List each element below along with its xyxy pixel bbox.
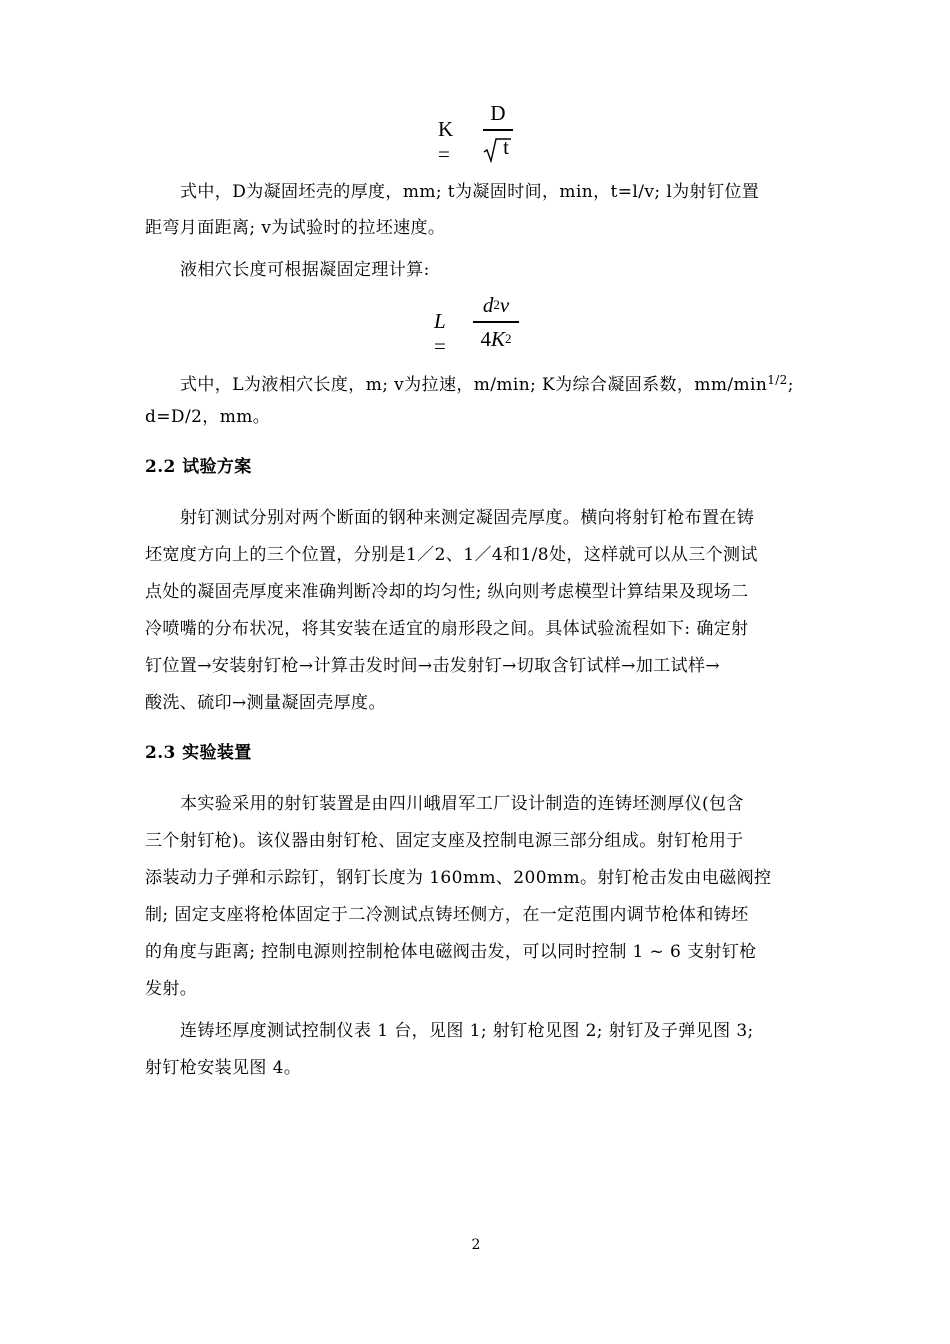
formula-k-lhs: K = (438, 117, 454, 166)
para4-line1: 射钉测试分别对两个断面的钢种来测定凝固壳厚度。横向将射钉枪布置在铸 (180, 508, 755, 528)
para5-line5: 的角度与距离; 控制电源则控制枪体电磁阀击发，可以同时控制 1 ~ 6 支射钉枪 (145, 942, 757, 962)
para1-line1: 式中，D为凝固坯壳的厚度，mm; t为凝固时间，min，t=l/v; l为射钉位置 (180, 182, 760, 202)
para5-line1: 本实验采用的射钉装置是由四川峨眉军工厂设计制造的连铸坯测厚仪(包含 (180, 794, 744, 814)
page-number: 2 (471, 1237, 481, 1253)
formula-l-numerator: d2v (482, 293, 510, 317)
formula-k-numerator: D (490, 101, 506, 125)
formula-k-fraction (483, 100, 513, 161)
formula-l-fraction (473, 292, 519, 353)
para6-line2: 射钉枪安装见图 4。 (145, 1058, 302, 1078)
section-heading-2-3: 2.3 实验装置 (145, 743, 252, 763)
formula-k-denominator: t (483, 133, 513, 161)
para5-line2: 三个射钉枪)。该仪器由射钉枪、固定支座及控制电源三部分组成。射钉枪用于 (145, 831, 744, 851)
para4-line4: 冷喷嘴的分布状况，将其安装在适宜的扇形段之间。具体试验流程如下: 确定射 (145, 619, 749, 639)
formula-l-lhs: L = (434, 309, 446, 358)
para4-line5: 钉位置→安装射钉枪→计算击发时间→击发射钉→切取含钉试样→加工试样→ (145, 656, 721, 676)
para4-line3: 点处的凝固壳厚度来准确判断冷却的均匀性; 纵向则考虑模型计算结果及现场二 (145, 582, 749, 602)
para6-line1: 连铸坯厚度测试控制仪表 1 台，见图 1; 射钉枪见图 2; 射钉及子弹见图 3; (180, 1021, 754, 1041)
para3-line2: d=D/2，mm。 (145, 407, 271, 427)
formula-l-denominator: 4K2 (480, 326, 512, 351)
fraction-bar (483, 129, 513, 131)
para5-line6: 发射。 (145, 979, 198, 999)
para4-line2: 坯宽度方向上的三个位置，分别是1／2、1／4和1/8处，这样就可以从三个测试 (145, 545, 758, 565)
para5-line3: 添装动力子弹和示踪钉，钢钉长度为 160mm、200mm。射钉枪击发由电磁阀控 (145, 868, 772, 888)
para1-line2: 距弯月面距离; v为试验时的拉坯速度。 (145, 218, 446, 238)
para3-line1: 式中，L为液相穴长度，m; v为拉速，m/min; K为综合凝固系数，$mm/\min^{1/2}$; (180, 373, 794, 395)
fraction-bar (473, 321, 519, 323)
section-heading-2-2: 2.2 试验方案 (145, 457, 252, 477)
para5-line4: 制; 固定支座将枪体固定于二冷测试点铸坯侧方，在一定范围内调节枪体和铸坯 (145, 905, 749, 925)
para2: 液相穴长度可根据凝固定理计算: (180, 260, 430, 280)
para4-line6: 酸洗、硫印→测量凝固壳厚度。 (145, 693, 386, 713)
